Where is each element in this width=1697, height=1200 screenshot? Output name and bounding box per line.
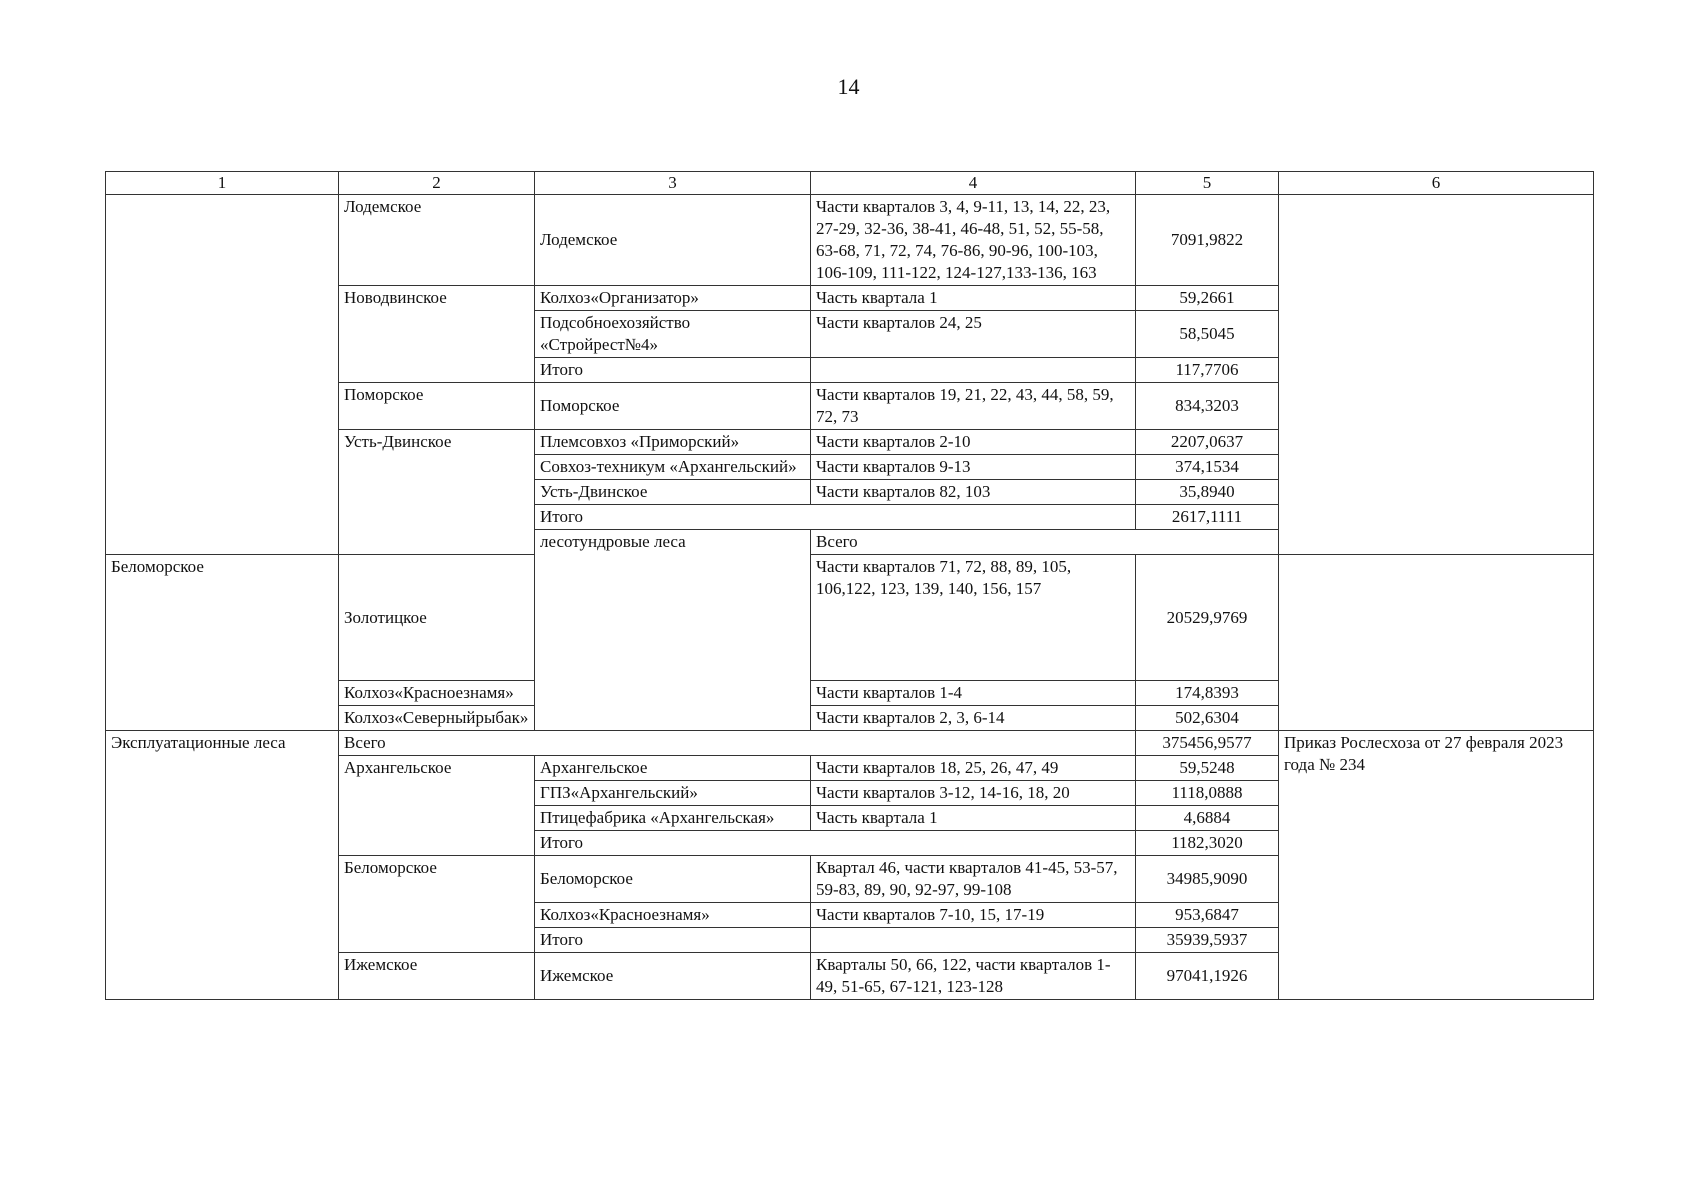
district-cell: Итого [535,505,1136,530]
area-cell: 34985,9090 [1136,856,1279,903]
header-cell: 6 [1279,172,1594,195]
district-cell: Итого [535,831,1136,856]
district-cell: Поморское [535,383,811,430]
district-cell: ГПЗ«Архангельский» [535,781,811,806]
quarters-cell: Части кварталов 9-13 [811,455,1136,480]
area-cell: 20529,9769 [1136,555,1279,681]
district-cell: Колхоз«Красноезнамя» [339,681,535,706]
area-cell: 1118,0888 [1136,781,1279,806]
area-cell: 174,8393 [1136,681,1279,706]
district-cell: Колхоз«Красноезнамя» [535,903,811,928]
forestry-cell: Усть-Двинское [339,430,535,555]
area-cell: 2207,0637 [1136,430,1279,455]
quarters-cell: Части кварталов 82, 103 [811,480,1136,505]
area-cell: 1182,3020 [1136,831,1279,856]
page-number: 14 [837,74,860,99]
district-cell: Ижемское [535,953,811,1000]
header-cell: 1 [106,172,339,195]
quarters-cell [811,928,1136,953]
area-cell: 35939,5937 [1136,928,1279,953]
quarters-cell: Часть квартала 1 [811,806,1136,831]
forest-table [105,171,1594,1000]
area-cell: 502,6304 [1136,706,1279,731]
district-cell: Подсобноехозяйство «Стройрест№4» [535,311,811,358]
header-cell: 4 [811,172,1136,195]
district-cell: Итого [535,358,811,383]
forestry-cell: Беломорское [106,555,339,731]
quarters-cell: Части кварталов 7-10, 15, 17-19 [811,903,1136,928]
forestry-cell: Ижемское [339,953,535,1000]
district-cell: Птицефабрика «Архангельская» [535,806,811,831]
area-cell: 953,6847 [1136,903,1279,928]
area-cell: 375456,9577 [1136,731,1279,756]
area-cell: 117,7706 [1136,358,1279,383]
forestry-cell: Лодемское [339,195,535,286]
document-cell: Приказ Рослесхоза от 27 февраля 2023 года № 234 [1279,731,1594,1000]
table-row [106,731,1594,756]
area-cell: 834,3203 [1136,383,1279,430]
area-cell: 59,2661 [1136,286,1279,311]
quarters-cell: Части кварталов 3-12, 14-16, 18, 20 [811,781,1136,806]
district-cell: Совхоз-техникум «Архангельский» [535,455,811,480]
quarters-cell [811,358,1136,383]
header-row [106,172,1594,195]
document-cell [1279,195,1594,555]
area-cell: 2617,1111 [1136,505,1279,530]
district-cell: Золотицкое [339,555,535,681]
district-cell: Беломорское [535,856,811,903]
header-cell: 5 [1136,172,1279,195]
forestry-cell: Новодвинское [339,286,535,383]
district-cell: Колхоз«Северныйрыбак» [339,706,535,731]
quarters-cell: Части кварталов 18, 25, 26, 47, 49 [811,756,1136,781]
category-cell [106,195,339,555]
quarters-cell: Части кварталов 2-10 [811,430,1136,455]
category-cell: Эксплуатационные леса [106,731,339,1000]
district-cell: Лодемское [535,195,811,286]
category-cell: лесотундровые леса [535,530,811,731]
quarters-cell: Кварталы 50, 66, 122, части кварталов 1-49, 51-65, 67-121, 123-128 [811,953,1136,1000]
district-cell: Архангельское [535,756,811,781]
forestry-cell: Всего [811,530,1594,555]
quarters-cell: Части кварталов 24, 25 [811,311,1136,358]
area-cell: 58,5045 [1136,311,1279,358]
header-cell: 2 [339,172,535,195]
table-row [106,555,1594,681]
forestry-cell: Беломорское [339,856,535,953]
area-cell: 59,5248 [1136,756,1279,781]
area-cell: 35,8940 [1136,480,1279,505]
header-cell: 3 [535,172,811,195]
quarters-cell: Части кварталов 19, 21, 22, 43, 44, 58, 59, 72, 73 [811,383,1136,430]
forestry-cell: Поморское [339,383,535,430]
district-cell: Колхоз«Организатор» [535,286,811,311]
table-row [106,195,1594,286]
quarters-cell: Часть квартала 1 [811,286,1136,311]
area-cell: 7091,9822 [1136,195,1279,286]
forestry-cell: Всего [339,731,1136,756]
area-cell: 374,1534 [1136,455,1279,480]
quarters-cell: Квартал 46, части кварталов 41-45, 53-57, 59-83, 89, 90, 92-97, 99-108 [811,856,1136,903]
area-cell: 97041,1926 [1136,953,1279,1000]
quarters-cell: Части кварталов 3, 4, 9-11, 13, 14, 22, 23, 27-29, 32-36, 38-41, 46-48, 51, 52, 55-58, 63-68, 71, 72, 74, 76-86, 90-96, 100-103, 106-109, 111-122, 124-127,133-136, 163 [811,195,1136,286]
quarters-cell: Части кварталов 2, 3, 6-14 [811,706,1136,731]
quarters-cell: Части кварталов 71, 72, 88, 89, 105, 106,122, 123, 139, 140, 156, 157 [811,555,1136,681]
quarters-cell: Части кварталов 1-4 [811,681,1136,706]
district-cell: Итого [535,928,811,953]
district-cell: Племсовхоз «Приморский» [535,430,811,455]
forestry-cell: Архангельское [339,756,535,856]
area-cell: 4,6884 [1136,806,1279,831]
district-cell: Усть-Двинское [535,480,811,505]
